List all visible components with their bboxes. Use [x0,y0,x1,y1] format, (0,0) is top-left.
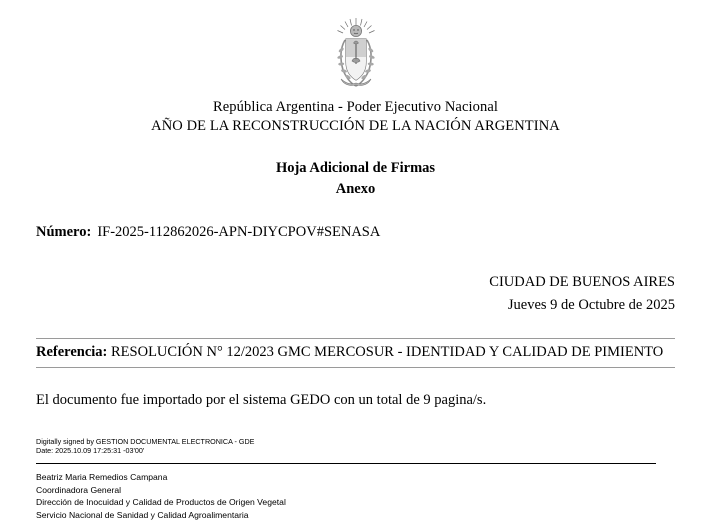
header-lines [36,98,675,136]
referencia-line [36,339,675,367]
digital-signature-line-1: Digitally signed by GESTION DOCUMENTAL ELECTRONICA - GDE [36,436,255,446]
place-line: CIUDAD DE BUENOS AIRES [489,274,675,291]
signer-role: Coordinadora General [36,484,122,495]
coat-of-arms-container [36,0,675,90]
referencia-bottom-divider [36,367,675,368]
referencia-label: Referencia: [36,344,108,361]
signer-name: Beatriz Maria Remedios Campana [36,472,168,483]
numero-row [36,224,675,241]
numero-label: Número: [36,224,92,241]
date-line: Jueves 9 de Octubre de 2025 [507,296,675,313]
signature-block [36,437,656,521]
republic-line: República Argentina - Poder Ejecutivo Nacional [213,99,498,115]
referencia-value: RESOLUCIÓN N° 12/2023 GMC MERCOSUR - IDENTIDAD Y CALIDAD DE PIMIENTO [111,344,664,361]
argentina-coat-of-arms-icon [328,16,384,90]
signer-organization: Servicio Nacional de Sanidad y Calidad Agroalimentaria [36,509,249,520]
body-paragraph: El documento fue importado por el sistema GEDO con un total de 9 pagina/s. [36,392,487,409]
numero-value: IF-2025-112862026-APN-DIYCPOV#SENASA [97,224,381,241]
place-date-block [36,271,675,316]
page-subtitle: Anexo [335,181,376,198]
year-slogan-line: AÑO DE LA RECONSTRUCCIÓN DE LA NACIÓN ARGENTINA [151,118,560,135]
page-title: Hoja Adicional de Firmas [275,160,436,177]
digital-signature-line-2: Date: 2025.10.09 17:25:31 -03'00' [36,446,145,456]
referencia-block [36,338,675,368]
signer-office: Dirección de Inocuidad y Calidad de Productos de Origen Vegetal [36,497,286,508]
title-block [36,158,675,200]
signature-divider [36,463,656,464]
